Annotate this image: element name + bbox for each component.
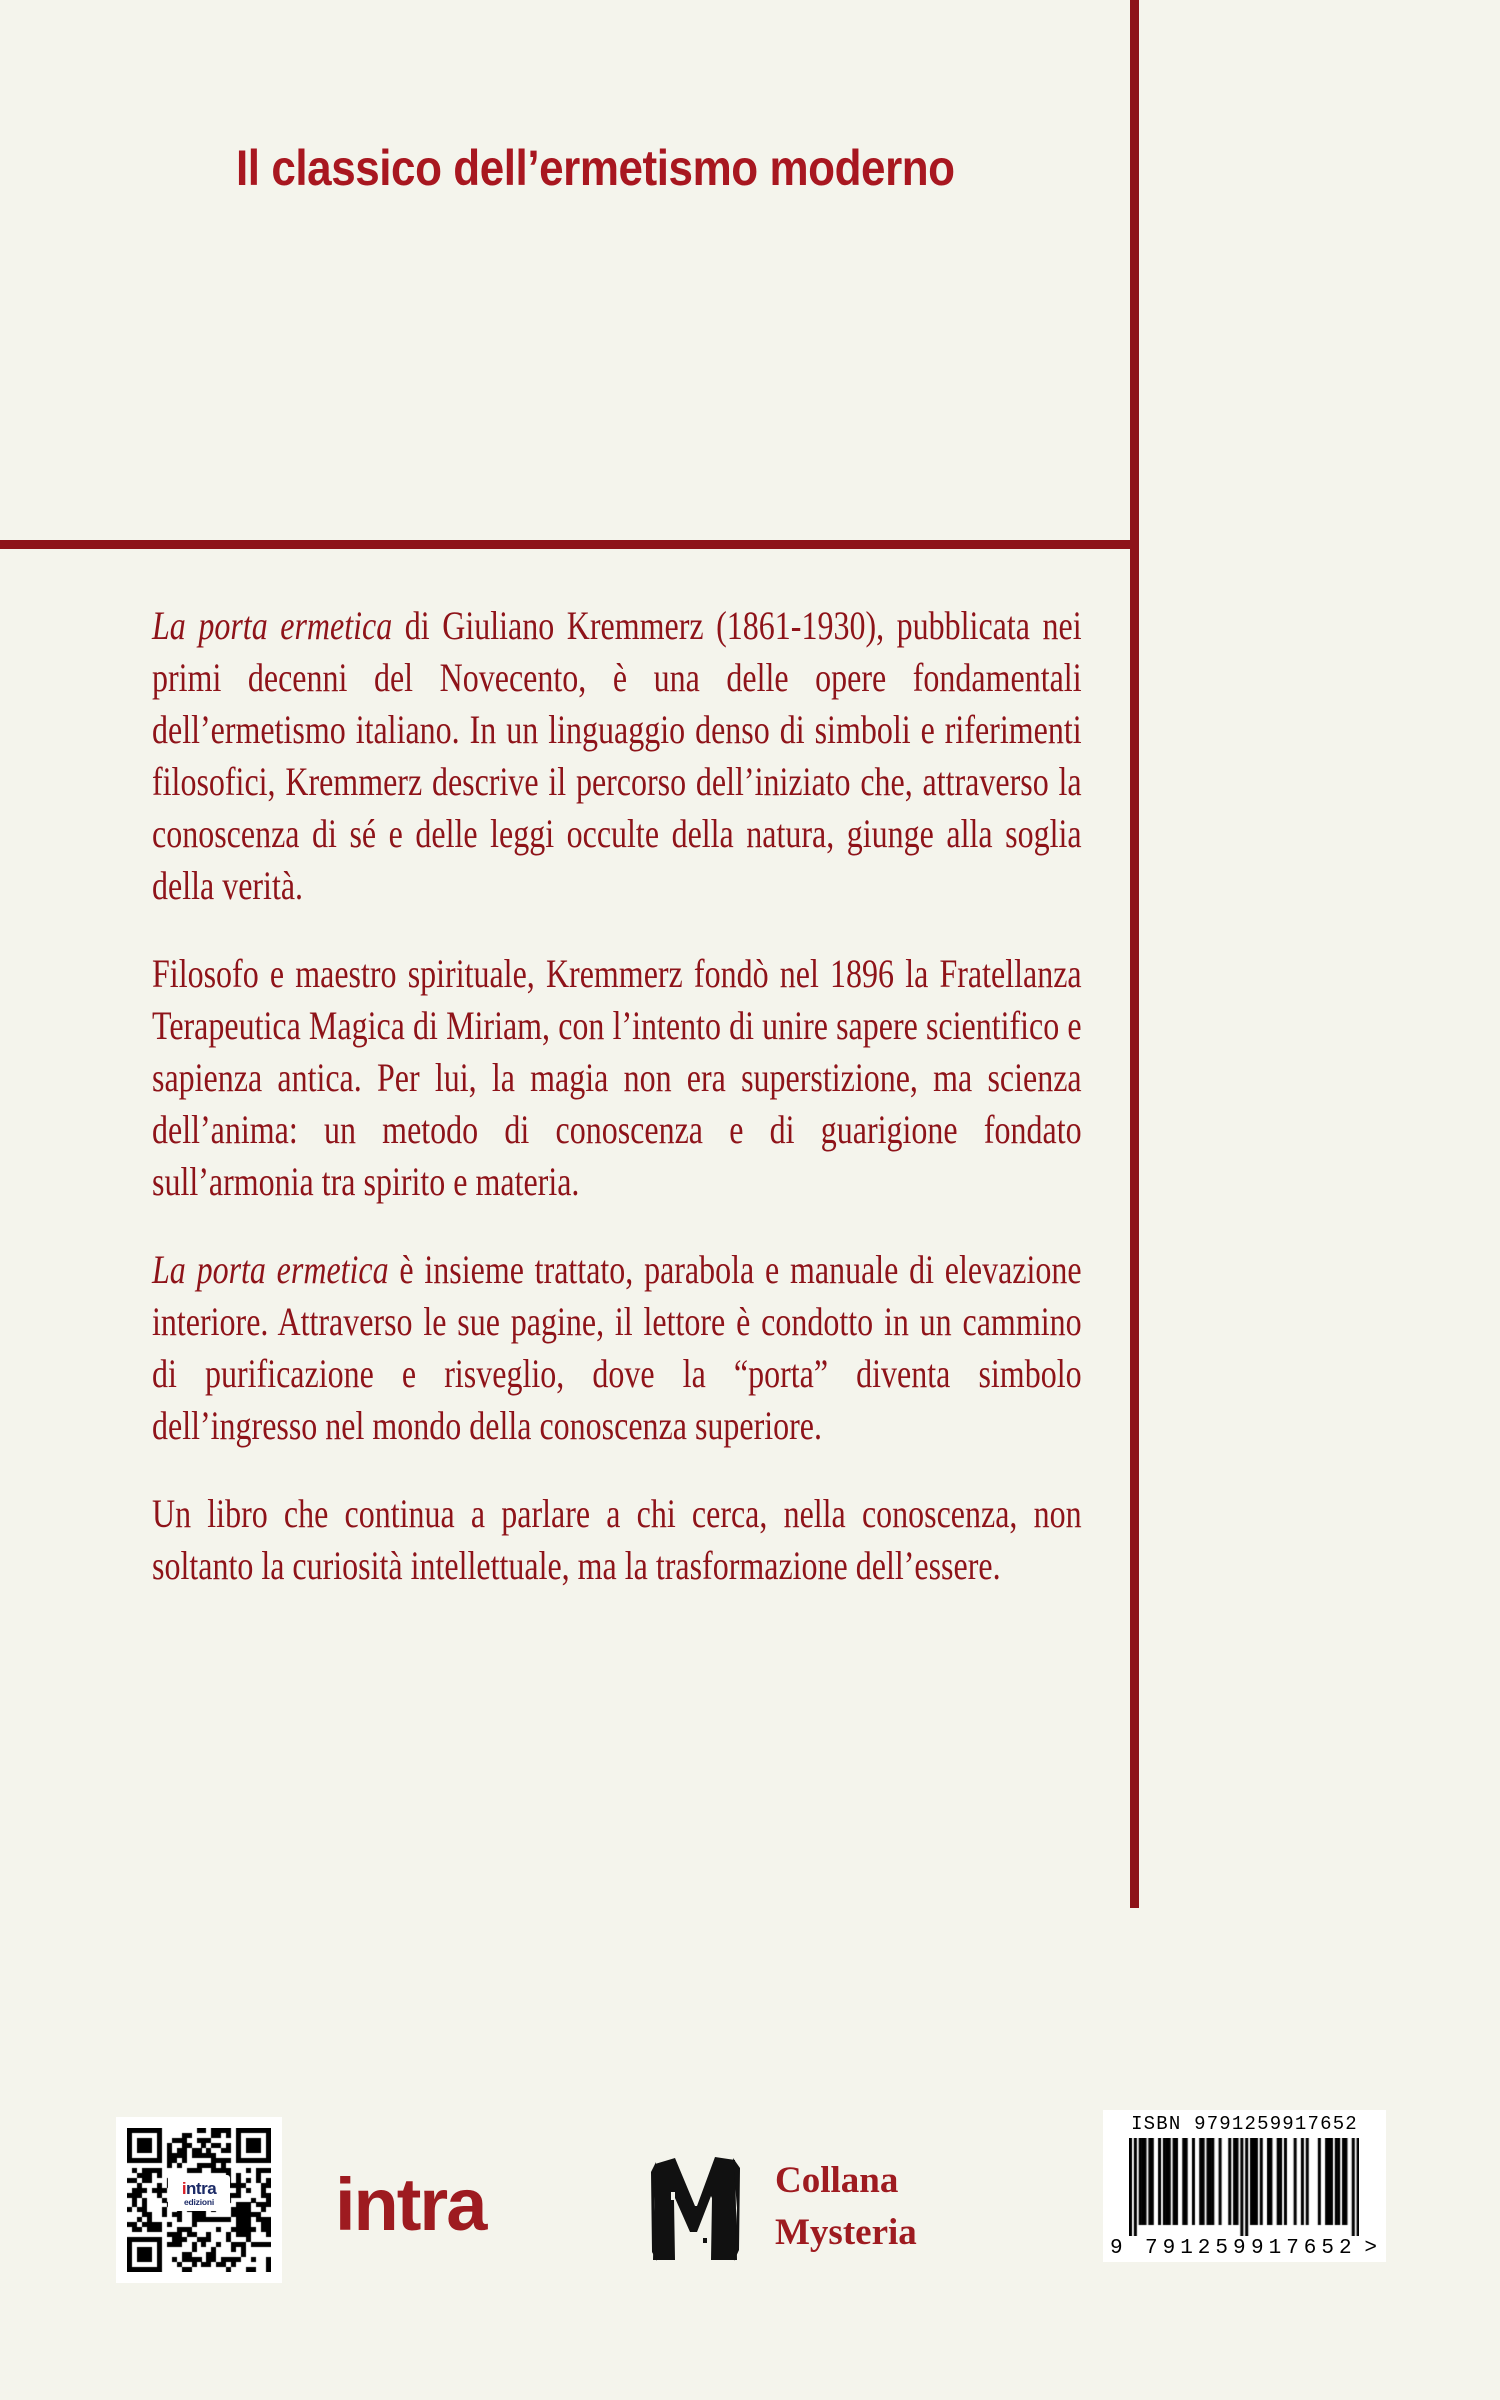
isbn-barcode — [1103, 2110, 1386, 2262]
blurb-paragraph-title: La porta ermetica — [152, 1247, 389, 1292]
ean-lead-digit: 9 — [1110, 2237, 1124, 2260]
ean-left-group: 791259 — [1145, 2237, 1251, 2260]
blurb-text — [152, 600, 1082, 1592]
page-title: Il classico dell’ermetismo moderno — [236, 140, 955, 196]
ean-tail-marker: > — [1364, 2237, 1378, 2260]
qr-logo-line2: edizioni — [183, 2197, 215, 2207]
horizontal-rule — [0, 540, 1139, 549]
ean-right-group: 917652 — [1251, 2237, 1357, 2260]
publisher-logo: intra — [335, 2163, 486, 2246]
qr-logo-rest: ntra — [186, 2179, 217, 2198]
isbn-label: ISBN 9791259917652 — [1131, 2113, 1358, 2135]
qr-code-icon[interactable] — [116, 2117, 282, 2283]
qr-logo-i: i — [181, 2179, 187, 2198]
mysteria-m-icon — [645, 2148, 749, 2264]
qr-center-logo — [168, 2175, 230, 2211]
blurb-paragraph-body: di Giuliano Kremmerz (1861-1930), pubblicata nei primi decenni del Novecento, è una delle opere fondamentali dell’ermetismo italiano. In un linguaggio denso di simboli e riferimenti filosofici, Kremmerz descrive il percorso dell’iniziato che, attraverso la conoscenza di sé e delle leggi occulte della natura, giunge alla soglia della verità. — [152, 603, 1082, 908]
vertical-rule — [1130, 0, 1139, 1908]
blurb-paragraph-title: La porta ermetica — [152, 603, 393, 648]
qr-logo-line1 — [168, 2180, 230, 2197]
blurb-paragraph — [152, 948, 1082, 1208]
blurb-paragraph — [152, 600, 1082, 912]
ean-digits — [1103, 2236, 1386, 2260]
imprint-name — [775, 2155, 917, 2259]
blurb-paragraph-body: è insieme trattato, parabola e manuale di elevazione interiore. Attraverso le sue pagine, il lettore è condotto in un cammino di purificazione e risveglio, dove la “porta” diventa simbolo dell’ingresso nel mondo della conoscenza superiore. — [152, 1247, 1082, 1448]
blurb-paragraph-body: Un libro che continua a parlare a chi cerca, nella conoscenza, non soltanto la curiosità intellettuale, ma la trasformazione dell’essere. — [152, 1491, 1082, 1588]
blurb-paragraph-body: Filosofo e maestro spirituale, Kremmerz fondò nel 1896 la Fratellanza Terapeutica Magica di Miriam, con l’intento di unire sapere scientifico e sapienza antica. Per lui, la magia non era superstizione, ma scienza dell’anima: un metodo di conoscenza e di guarigione fondato sull’armonia tra spirito e materia. — [152, 951, 1082, 1204]
blurb-paragraph — [152, 1244, 1082, 1452]
imprint-line-1: Collana — [775, 2160, 899, 2201]
barcode-bars — [1129, 2138, 1359, 2236]
blurb-paragraph — [152, 1488, 1082, 1592]
imprint-line-2: Mysteria — [775, 2212, 917, 2253]
